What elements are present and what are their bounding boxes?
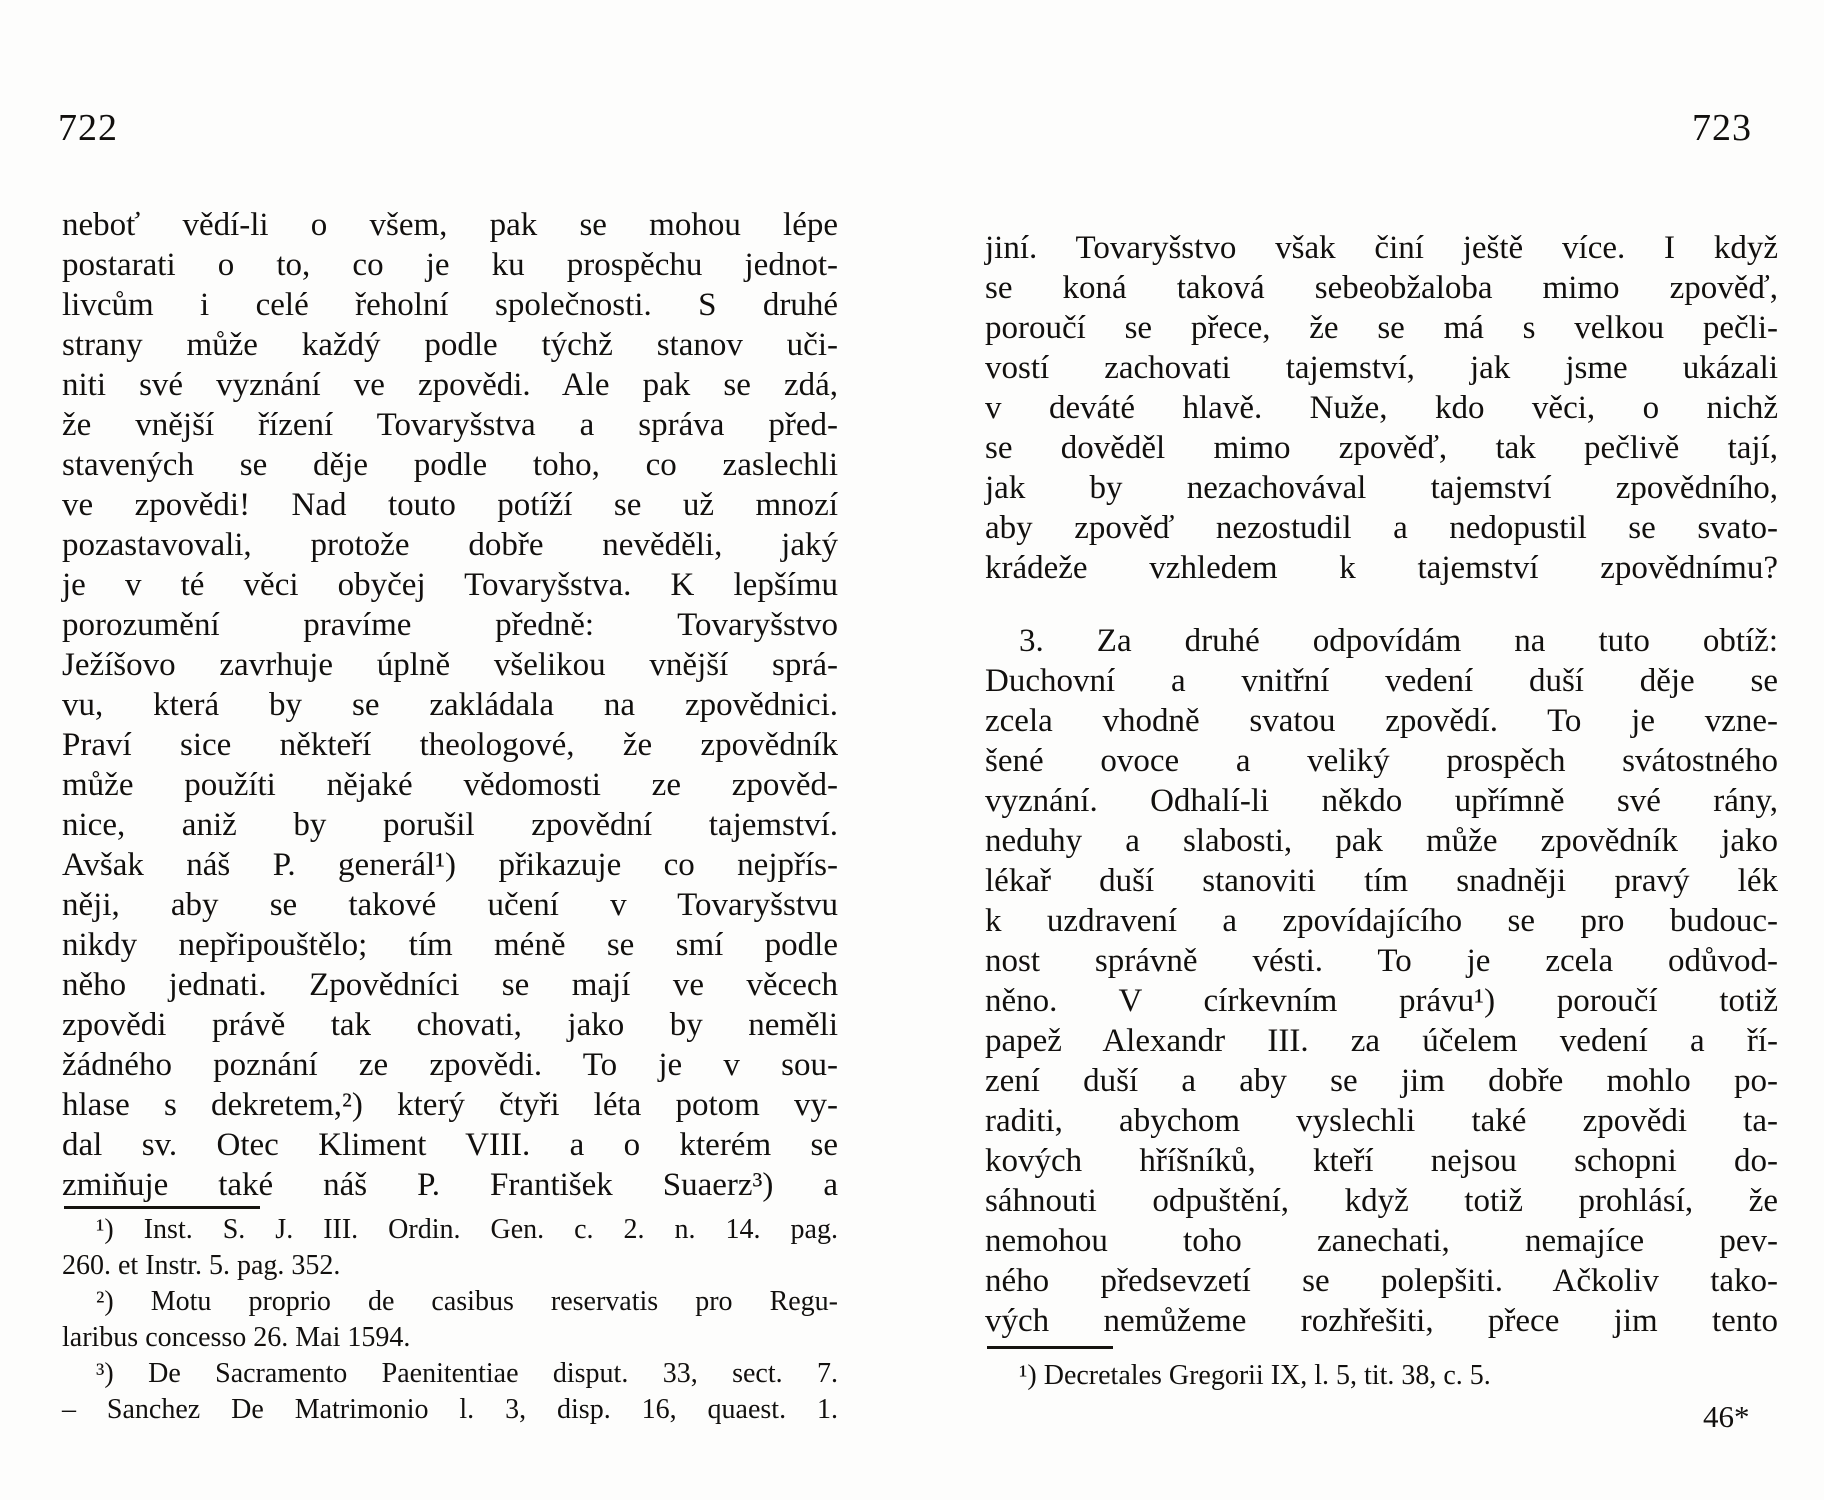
text-line: zcela vhodně svatou zpovědí. To je vzne-	[985, 703, 1778, 739]
text-line: kových hříšníků, kteří nejsou schopni do-	[985, 1143, 1778, 1179]
text-line: dal sv. Otec Kliment VIII. a o kterém se	[62, 1127, 838, 1163]
page-number-left: 722	[58, 107, 118, 149]
text-line: zmiňuje také náš P. František Suaerz³) a	[62, 1167, 838, 1203]
text-line: poroučí se přece, že se má s velkou pečli-	[985, 310, 1778, 346]
text-line: Duchovní a vnitřní vedení duší děje se	[985, 663, 1778, 699]
text-line: ve zpovědi! Nad touto potíží se už mnozí	[62, 487, 838, 523]
text-line: Praví sice někteří theologové, že zpovědník	[62, 727, 838, 763]
text-line: jiní. Tovaryšstvo však činí ještě více. I když	[985, 230, 1778, 266]
footnote-line: 260. et Instr. 5. pag. 352.	[62, 1250, 341, 1281]
text-line: žádného poznání ze zpovědi. To je v sou-	[62, 1047, 838, 1083]
text-line: papež Alexandr III. za účelem vedení a ří-	[985, 1023, 1778, 1059]
text-line: krádeže vzhledem k tajemství zpovědnímu?	[985, 550, 1778, 586]
text-line: postarati o to, co je ku prospěchu jednot-	[62, 247, 838, 283]
right-footnote-separator	[987, 1346, 1113, 1349]
right-page-paragraph-2	[985, 621, 1778, 1341]
text-line: nikdy nepřipouštělo; tím méně se smí podle	[62, 927, 838, 963]
text-line: se dověděl mimo zpověď, tak pečlivě tají,	[985, 430, 1778, 466]
text-line: neboť vědí-li o všem, pak se mohou lépe	[62, 207, 838, 243]
text-line: pozastavovali, protože dobře nevěděli, jaký	[62, 527, 838, 563]
text-line: že vnější řízení Tovaryšstva a správa před-	[62, 407, 838, 443]
text-line: lékař duší stanoviti tím snadněji pravý lék	[985, 863, 1778, 899]
left-page-footnotes	[62, 1212, 838, 1428]
text-line: livcům i celé řeholní společnosti. S druhé	[62, 287, 838, 323]
footnote-line: ²) Motu proprio de casibus reservatis pro Regu-	[96, 1286, 838, 1317]
text-line: vostí zachovati tajemství, jak jsme ukázali	[985, 350, 1778, 386]
text-line: jak by nezachovával tajemství zpovědního,	[985, 470, 1778, 506]
text-line: nost správně vésti. To je zcela odůvod-	[985, 943, 1778, 979]
right-page-body-text	[985, 228, 1778, 1341]
text-line: je v té věci obyčej Tovaryšstva. K lepšímu	[62, 567, 838, 603]
text-line: neduhy a slabosti, pak může zpovědník jako	[985, 823, 1778, 859]
text-line: něji, aby se takové učení v Tovaryšstvu	[62, 887, 838, 923]
right-page-paragraph-1	[985, 228, 1778, 588]
text-line: sáhnouti odpuštění, když totiž prohlásí, že	[985, 1183, 1778, 1219]
page-number-right: 723	[1692, 107, 1752, 149]
text-line: raditi, abychom vyslechli také zpovědi ta-	[985, 1103, 1778, 1139]
text-line: se koná taková sebeobžaloba mimo zpověď,	[985, 270, 1778, 306]
text-line: aby zpověď nezostudil a nedopustil se svato-	[985, 510, 1778, 546]
text-line: stavených se děje podle toho, co zaslechli	[62, 447, 838, 483]
text-line: něho jednati. Zpovědníci se mají ve věcech	[62, 967, 838, 1003]
text-line: vých nemůžeme rozhřešiti, přece jim tento	[985, 1303, 1778, 1339]
left-footnote-separator	[64, 1206, 260, 1209]
text-line: zpovědi právě tak chovati, jako by neměli	[62, 1007, 838, 1043]
text-line: nemohou toho zanechati, nemajíce pev-	[985, 1223, 1778, 1259]
footnote-line: ¹) Decretales Gregorii IX, l. 5, tit. 38, c. 5.	[1019, 1360, 1491, 1391]
text-line: vyznání. Odhalí-li někdo upřímně své rány,	[985, 783, 1778, 819]
text-line: zení duší a aby se jim dobře mohlo po-	[985, 1063, 1778, 1099]
footnote-line: laribus concesso 26. Mai 1594.	[62, 1322, 411, 1353]
footnote-line: – Sanchez De Matrimonio l. 3, disp. 16, quaest. 1.	[62, 1394, 838, 1425]
text-line: niti své vyznání ve zpovědi. Ale pak se zdá,	[62, 367, 838, 403]
right-page-footnotes	[985, 1358, 1778, 1394]
text-line: šené ovoce a veliký prospěch svátostného	[985, 743, 1778, 779]
left-page-body-text	[62, 205, 838, 1205]
text-line: hlase s dekretem,²) který čtyři léta potom vy-	[62, 1087, 838, 1123]
text-line: vu, která by se zakládala na zpovědnici.	[62, 687, 838, 723]
text-line: Ježíšovo zavrhuje úplně všelikou vnější sprá-	[62, 647, 838, 683]
text-line: strany může každý podle týchž stanov uči-	[62, 327, 838, 363]
text-line: nice, aniž by porušil zpovědní tajemství.	[62, 807, 838, 843]
text-line: 3. Za druhé odpovídám na tuto obtíž:	[1019, 623, 1778, 659]
text-line: porozumění pravíme předně: Tovaryšstvo	[62, 607, 838, 643]
footnote-line: ³) De Sacramento Paenitentiae disput. 33, sect. 7.	[96, 1358, 838, 1389]
text-line: Avšak náš P. generál¹) přikazuje co nejpřís-	[62, 847, 838, 883]
text-line: v deváté hlavě. Nuže, kdo věci, o nichž	[985, 390, 1778, 426]
signature-mark: 46*	[1703, 1399, 1750, 1434]
text-line: ného předsevzetí se polepšiti. Ačkoliv tako-	[985, 1263, 1778, 1299]
text-line: může použíti nějaké vědomosti ze zpověd-	[62, 767, 838, 803]
text-line: něno. V církevním právu¹) poroučí totiž	[985, 983, 1778, 1019]
footnote-line: ¹) Inst. S. J. III. Ordin. Gen. c. 2. n. 14. pag.	[96, 1214, 838, 1245]
text-line: k uzdravení a zpovídajícího se pro budouc-	[985, 903, 1778, 939]
